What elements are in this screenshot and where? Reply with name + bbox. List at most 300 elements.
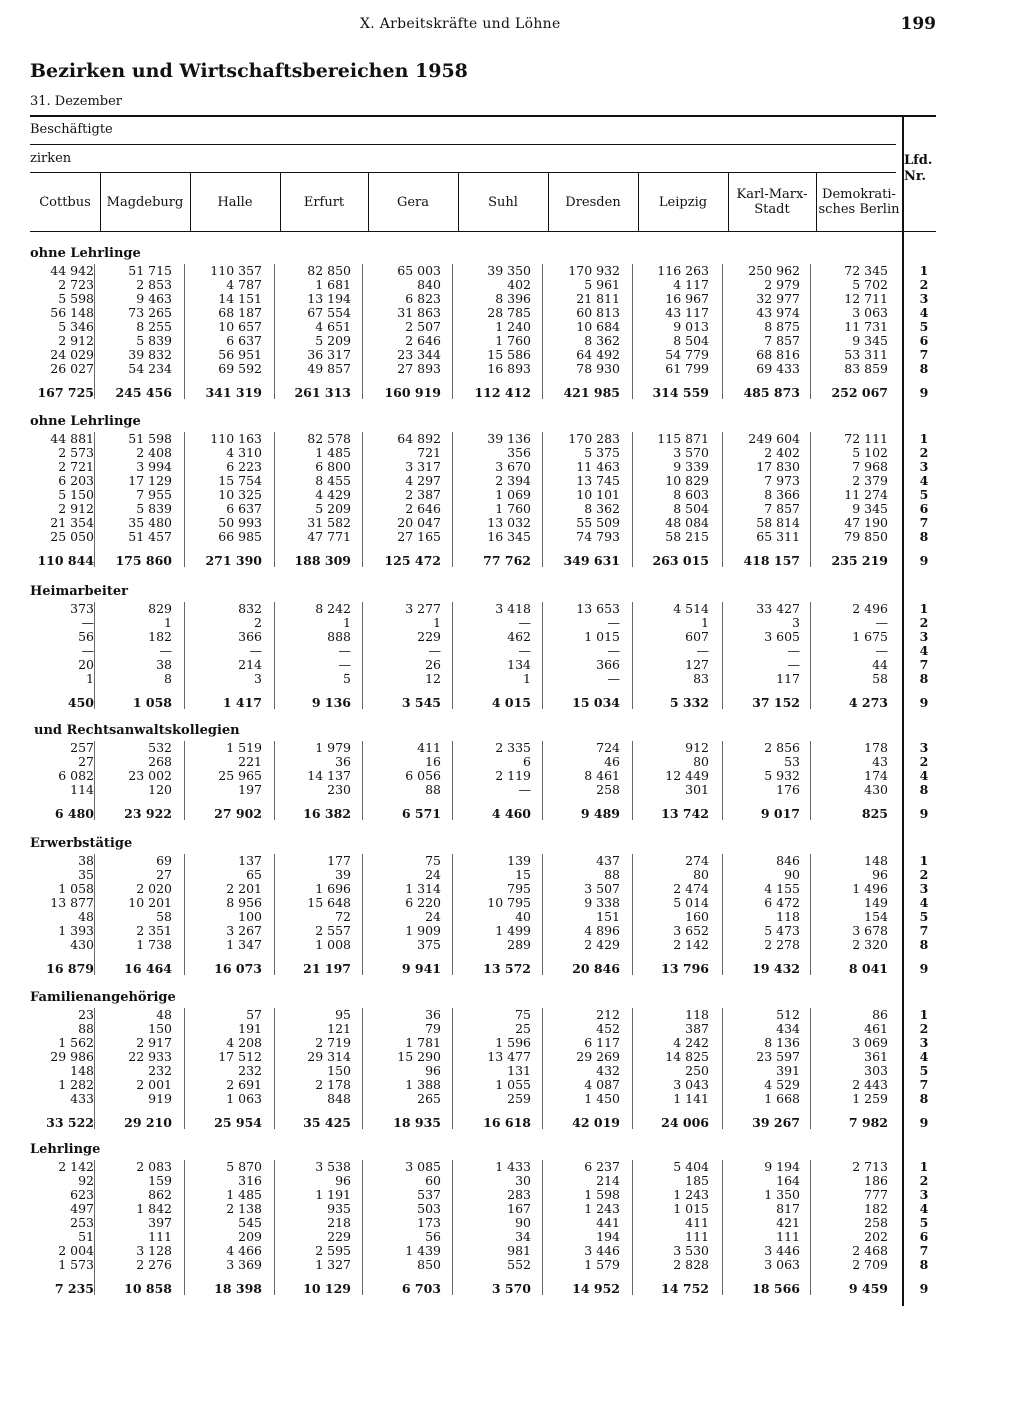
table-row bbox=[0, 501, 1024, 515]
table-cell: 35 425 bbox=[303, 1115, 351, 1130]
table-cell: 95 bbox=[335, 1007, 351, 1022]
table-cell: 1 055 bbox=[495, 1077, 531, 1092]
table-cell: 8 255 bbox=[136, 319, 172, 334]
table-cell: 26 027 bbox=[50, 361, 94, 376]
table-cell: — bbox=[787, 657, 800, 672]
table-cell: 27 893 bbox=[397, 361, 441, 376]
table-cell: 125 472 bbox=[384, 553, 441, 568]
table-cell: 1 573 bbox=[58, 1257, 94, 1272]
table-cell: 115 871 bbox=[657, 431, 709, 446]
table-cell: 1 485 bbox=[226, 1187, 262, 1202]
table-cell: 9 194 bbox=[764, 1159, 800, 1174]
table-cell: 8 603 bbox=[673, 487, 709, 502]
table-cell: — bbox=[607, 643, 620, 658]
column-rule bbox=[362, 432, 363, 567]
table-cell: 69 592 bbox=[218, 361, 262, 376]
table-cell: 316 bbox=[238, 1173, 262, 1188]
table-cell: 118 bbox=[776, 909, 800, 924]
table-cell: 65 311 bbox=[756, 529, 800, 544]
table-cell: 1 347 bbox=[226, 937, 262, 952]
table-cell: 27 bbox=[156, 867, 172, 882]
table-cell: 5 404 bbox=[673, 1159, 709, 1174]
table-cell: 1 675 bbox=[852, 629, 888, 644]
table-cell: 39 bbox=[335, 867, 351, 882]
table-cell: 832 bbox=[238, 601, 262, 616]
head-bottom-rule bbox=[30, 231, 936, 232]
group-rule bbox=[30, 144, 896, 145]
lfd-cell: 4 bbox=[919, 643, 929, 658]
table-cell: 4 273 bbox=[848, 695, 888, 710]
table-cell: 259 bbox=[507, 1091, 531, 1106]
table-row bbox=[0, 459, 1024, 473]
table-cell: 2 713 bbox=[852, 1159, 888, 1174]
table-row bbox=[0, 909, 1024, 923]
column-rule bbox=[94, 602, 95, 709]
table-cell: 2 276 bbox=[136, 1257, 172, 1272]
table-cell: 5 209 bbox=[315, 501, 351, 516]
table-cell: 829 bbox=[148, 601, 172, 616]
table-cell: 532 bbox=[148, 740, 172, 755]
table-cell: 197 bbox=[238, 782, 262, 797]
table-cell: 2 691 bbox=[226, 1077, 262, 1092]
table-row bbox=[0, 754, 1024, 768]
lfd-cell: 8 bbox=[919, 1257, 929, 1272]
table-cell: 111 bbox=[148, 1229, 172, 1244]
table-cell: 86 bbox=[872, 1007, 888, 1022]
table-cell: 2 001 bbox=[136, 1077, 172, 1092]
lfd-cell: 7 bbox=[919, 1243, 929, 1258]
table-cell: 229 bbox=[327, 1229, 351, 1244]
table-cell: 31 863 bbox=[397, 305, 441, 320]
table-cell: 173 bbox=[417, 1215, 441, 1230]
table-cell: 2 408 bbox=[136, 445, 172, 460]
table-cell: 5 839 bbox=[136, 501, 172, 516]
table-cell: 24 006 bbox=[661, 1115, 709, 1130]
table-cell: 1 496 bbox=[852, 881, 888, 896]
lfd-cell: 3 bbox=[919, 740, 929, 755]
table-cell: 80 bbox=[693, 867, 709, 882]
lfd-cell: 2 bbox=[919, 867, 929, 882]
table-row bbox=[0, 768, 1024, 782]
table-cell: 1 417 bbox=[222, 695, 262, 710]
table-cell: 253 bbox=[70, 1215, 94, 1230]
table-cell: 1 bbox=[343, 615, 351, 630]
table-cell: 349 631 bbox=[563, 553, 620, 568]
lfd-cell: 4 bbox=[919, 305, 929, 320]
section-title: Lehrlinge bbox=[30, 1142, 101, 1157]
table-cell: 25 050 bbox=[50, 529, 94, 544]
table-cell: 21 811 bbox=[576, 291, 620, 306]
table-row bbox=[0, 867, 1024, 881]
table-cell: 9 017 bbox=[760, 806, 800, 821]
table-cell: 3 545 bbox=[401, 695, 441, 710]
table-cell: 15 648 bbox=[307, 895, 351, 910]
table-cell: 16 618 bbox=[483, 1115, 531, 1130]
lfd-cell: 5 bbox=[919, 909, 929, 924]
table-cell: 2 429 bbox=[584, 937, 620, 952]
table-cell: 1 008 bbox=[315, 937, 351, 952]
table-cell: 31 582 bbox=[307, 515, 351, 530]
table-cell: 27 902 bbox=[214, 806, 262, 821]
table-cell: 47 771 bbox=[307, 529, 351, 544]
table-cell: 2 474 bbox=[673, 881, 709, 896]
table-cell: 159 bbox=[148, 1173, 172, 1188]
table-cell: 191 bbox=[238, 1021, 262, 1036]
table-cell: 56 951 bbox=[218, 347, 262, 362]
table-row bbox=[0, 529, 1024, 543]
table-cell: 88 bbox=[604, 867, 620, 882]
table-cell: 724 bbox=[596, 740, 620, 755]
table-cell: 53 bbox=[784, 754, 800, 769]
table-cell: 2 646 bbox=[405, 333, 441, 348]
table-cell: 7 955 bbox=[136, 487, 172, 502]
table-cell: 3 063 bbox=[852, 305, 888, 320]
table-cell: 265 bbox=[417, 1091, 441, 1106]
table-cell: 497 bbox=[70, 1201, 94, 1216]
table-cell: 268 bbox=[148, 754, 172, 769]
running-title: X. Arbeitskräfte und Löhne bbox=[360, 16, 561, 32]
lfd-cell: 1 bbox=[919, 853, 929, 868]
table-cell: 19 432 bbox=[752, 961, 800, 976]
table-cell: 23 597 bbox=[756, 1049, 800, 1064]
table-cell: 8 875 bbox=[764, 319, 800, 334]
column-rule bbox=[810, 432, 811, 567]
table-cell: 411 bbox=[417, 740, 441, 755]
table-cell: 14 825 bbox=[665, 1049, 709, 1064]
table-cell: 43 974 bbox=[756, 305, 800, 320]
table-row bbox=[0, 1091, 1024, 1105]
table-cell: 6 823 bbox=[405, 291, 441, 306]
table-cell: 13 572 bbox=[483, 961, 531, 976]
table-cell: 441 bbox=[596, 1215, 620, 1230]
table-cell: 418 157 bbox=[743, 553, 800, 568]
table-cell: 18 398 bbox=[214, 1281, 262, 1296]
table-cell: 6 703 bbox=[401, 1281, 441, 1296]
table-row bbox=[0, 1173, 1024, 1187]
top-rule bbox=[30, 115, 936, 117]
table-cell: 1 327 bbox=[315, 1257, 351, 1272]
table-cell: 23 bbox=[78, 1007, 94, 1022]
table-cell: 450 bbox=[67, 695, 94, 710]
table-cell: 503 bbox=[417, 1201, 441, 1216]
table-cell: 2 443 bbox=[852, 1077, 888, 1092]
table-cell: 5 209 bbox=[315, 333, 351, 348]
table-cell: 214 bbox=[596, 1173, 620, 1188]
column-rule bbox=[452, 264, 453, 399]
table-cell: 164 bbox=[776, 1173, 800, 1188]
table-cell: 7 857 bbox=[764, 333, 800, 348]
table-cell: 20 bbox=[78, 657, 94, 672]
table-cell: 25 954 bbox=[214, 1115, 262, 1130]
column-header-line: Magdeburg bbox=[106, 194, 184, 210]
table-cell: 2 856 bbox=[764, 740, 800, 755]
column-header-line: Leipzig bbox=[658, 194, 708, 210]
lfd-cell: 9 bbox=[919, 553, 929, 568]
table-cell: 10 829 bbox=[665, 473, 709, 488]
table-cell: 5 598 bbox=[58, 291, 94, 306]
table-cell: 2 912 bbox=[58, 333, 94, 348]
table-cell: 245 456 bbox=[115, 385, 172, 400]
table-cell: 2 595 bbox=[315, 1243, 351, 1258]
table-cell: 75 bbox=[425, 853, 441, 868]
table-row bbox=[0, 657, 1024, 671]
table-cell: 1 243 bbox=[584, 1201, 620, 1216]
table-row bbox=[0, 1049, 1024, 1063]
table-cell: 2 351 bbox=[136, 923, 172, 938]
page-number: 199 bbox=[900, 14, 936, 34]
column-rule bbox=[368, 173, 369, 231]
table-cell: 13 653 bbox=[576, 601, 620, 616]
table-cell: 1 bbox=[433, 615, 441, 630]
column-rule bbox=[810, 1008, 811, 1129]
table-cell: 5 375 bbox=[584, 445, 620, 460]
column-header-line: Karl-Marx- bbox=[736, 187, 808, 202]
column-rule bbox=[94, 1008, 95, 1129]
table-cell: 121 bbox=[327, 1021, 351, 1036]
table-cell: 4 117 bbox=[673, 277, 709, 292]
table-cell: 2 320 bbox=[852, 937, 888, 952]
column-rule bbox=[184, 602, 185, 709]
column-rule bbox=[548, 173, 549, 231]
column-rule bbox=[280, 173, 281, 231]
table-cell: 1 bbox=[86, 671, 94, 686]
table-total-row bbox=[0, 961, 1024, 975]
table-cell: 3 369 bbox=[226, 1257, 262, 1272]
table-total-row bbox=[0, 1115, 1024, 1129]
table-cell: 5 702 bbox=[852, 277, 888, 292]
table-cell: 39 267 bbox=[752, 1115, 800, 1130]
table-cell: 79 bbox=[425, 1021, 441, 1036]
table-cell: 170 932 bbox=[568, 263, 620, 278]
lfd-cell: 1 bbox=[919, 263, 929, 278]
table-cell: 7 968 bbox=[852, 459, 888, 474]
table-cell: 5 102 bbox=[852, 445, 888, 460]
table-cell: 283 bbox=[507, 1187, 531, 1202]
table-cell: 229 bbox=[417, 629, 441, 644]
lfd-cell: 5 bbox=[919, 487, 929, 502]
table-cell: 27 165 bbox=[397, 529, 441, 544]
lfd-cell: 3 bbox=[919, 1187, 929, 1202]
table-cell: 13 745 bbox=[576, 473, 620, 488]
table-cell: 4 242 bbox=[673, 1035, 709, 1050]
table-cell: 2 083 bbox=[136, 1159, 172, 1174]
table-cell: 3 267 bbox=[226, 923, 262, 938]
column-header bbox=[458, 195, 548, 210]
table-cell: 75 bbox=[515, 1007, 531, 1022]
table-cell: 512 bbox=[776, 1007, 800, 1022]
table-cell: 42 019 bbox=[572, 1115, 620, 1130]
table-cell: 10 101 bbox=[576, 487, 620, 502]
table-cell: 452 bbox=[596, 1021, 620, 1036]
table-cell: 24 bbox=[425, 867, 441, 882]
table-cell: 366 bbox=[596, 657, 620, 672]
table-cell: 5 346 bbox=[58, 319, 94, 334]
table-cell: 12 bbox=[425, 671, 441, 686]
table-cell: 33 522 bbox=[46, 1115, 94, 1130]
table-cell: 1 979 bbox=[315, 740, 351, 755]
table-cell: 18 566 bbox=[752, 1281, 800, 1296]
column-rule bbox=[184, 1008, 185, 1129]
table-cell: 4 651 bbox=[315, 319, 351, 334]
table-cell: 3 530 bbox=[673, 1243, 709, 1258]
table-row bbox=[0, 937, 1024, 951]
lfd-cell: 9 bbox=[919, 695, 929, 710]
table-cell: 29 986 bbox=[50, 1049, 94, 1064]
table-row bbox=[0, 333, 1024, 347]
table-cell: 795 bbox=[507, 881, 531, 896]
table-cell: 919 bbox=[148, 1091, 172, 1106]
table-cell: 12 449 bbox=[665, 768, 709, 783]
table-cell: 39 350 bbox=[487, 263, 531, 278]
table-cell: 341 319 bbox=[205, 385, 262, 400]
table-cell: 250 962 bbox=[748, 263, 800, 278]
table-cell: 8 362 bbox=[584, 501, 620, 516]
column-rule bbox=[362, 1160, 363, 1295]
lfd-cell: 2 bbox=[919, 754, 929, 769]
table-cell: 23 344 bbox=[397, 347, 441, 362]
table-cell: 51 598 bbox=[128, 431, 172, 446]
table-cell: 96 bbox=[872, 867, 888, 882]
table-cell: 14 137 bbox=[307, 768, 351, 783]
table-cell: 212 bbox=[596, 1007, 620, 1022]
table-cell: — bbox=[428, 643, 441, 658]
table-cell: 2 278 bbox=[764, 937, 800, 952]
lfd-cell: 8 bbox=[919, 1091, 929, 1106]
table-cell: 202 bbox=[864, 1229, 888, 1244]
table-row bbox=[0, 1257, 1024, 1271]
table-cell: 58 215 bbox=[665, 529, 709, 544]
column-rule bbox=[810, 1160, 811, 1295]
column-header-line: Gera bbox=[396, 194, 430, 210]
table-cell: 434 bbox=[776, 1021, 800, 1036]
table-cell: 249 604 bbox=[748, 431, 800, 446]
table-cell: 15 586 bbox=[487, 347, 531, 362]
table-cell: 1 393 bbox=[58, 923, 94, 938]
table-cell: 10 657 bbox=[218, 319, 262, 334]
table-cell: 7 857 bbox=[764, 501, 800, 516]
column-rule bbox=[100, 173, 101, 231]
table-row bbox=[0, 629, 1024, 643]
table-cell: 6 637 bbox=[226, 501, 262, 516]
table-cell: 39 136 bbox=[487, 431, 531, 446]
table-row bbox=[0, 923, 1024, 937]
column-rule bbox=[94, 1160, 95, 1295]
table-cell: 25 965 bbox=[218, 768, 262, 783]
table-cell: 402 bbox=[507, 277, 531, 292]
table-cell: 5 150 bbox=[58, 487, 94, 502]
column-rule bbox=[722, 432, 723, 567]
table-cell: 356 bbox=[507, 445, 531, 460]
table-cell: 49 857 bbox=[307, 361, 351, 376]
table-cell: 1 596 bbox=[495, 1035, 531, 1050]
table-cell: 15 bbox=[515, 867, 531, 882]
table-cell: 29 314 bbox=[307, 1049, 351, 1064]
table-cell: 72 111 bbox=[844, 431, 888, 446]
table-cell: 9 489 bbox=[580, 806, 620, 821]
column-header bbox=[368, 195, 458, 210]
table-cell: 18 935 bbox=[393, 1115, 441, 1130]
table-row bbox=[0, 263, 1024, 277]
column-rule bbox=[632, 432, 633, 567]
table-cell: 14 752 bbox=[661, 1281, 709, 1296]
table-cell: 139 bbox=[507, 853, 531, 868]
column-rule bbox=[184, 854, 185, 975]
table-cell: 4 466 bbox=[226, 1243, 262, 1258]
table-cell: 56 bbox=[425, 1229, 441, 1244]
table-cell: 80 bbox=[693, 754, 709, 769]
table-cell: 44 bbox=[872, 657, 888, 672]
table-cell: 160 bbox=[685, 909, 709, 924]
table-cell: 1 738 bbox=[136, 937, 172, 952]
table-cell: 13 477 bbox=[487, 1049, 531, 1064]
table-cell: 3 446 bbox=[584, 1243, 620, 1258]
table-row bbox=[0, 361, 1024, 375]
column-rule bbox=[274, 741, 275, 820]
table-cell: 4 896 bbox=[584, 923, 620, 938]
table-cell: 78 930 bbox=[576, 361, 620, 376]
table-cell: 2 335 bbox=[495, 740, 531, 755]
table-cell: 4 787 bbox=[226, 277, 262, 292]
column-rule bbox=[274, 432, 275, 567]
lfd-cell: 8 bbox=[919, 782, 929, 797]
table-cell: 1 058 bbox=[58, 881, 94, 896]
table-cell: 6 472 bbox=[764, 895, 800, 910]
table-cell: 257 bbox=[70, 740, 94, 755]
table-cell: 170 283 bbox=[568, 431, 620, 446]
table-cell: 176 bbox=[776, 782, 800, 797]
table-cell: 3 570 bbox=[491, 1281, 531, 1296]
table-cell: 6 056 bbox=[405, 768, 441, 783]
table-cell: 1 781 bbox=[405, 1035, 441, 1050]
table-cell: 6 571 bbox=[401, 806, 441, 821]
table-row bbox=[0, 1229, 1024, 1243]
table-cell: 2 709 bbox=[852, 1257, 888, 1272]
column-rule bbox=[632, 1160, 633, 1295]
table-row bbox=[0, 1159, 1024, 1173]
table-cell: 777 bbox=[864, 1187, 888, 1202]
column-rule bbox=[722, 854, 723, 975]
table-row bbox=[0, 853, 1024, 867]
table-cell: 26 bbox=[425, 657, 441, 672]
table-cell: 912 bbox=[685, 740, 709, 755]
table-row bbox=[0, 601, 1024, 615]
table-cell: 1 191 bbox=[315, 1187, 351, 1202]
column-rule bbox=[452, 602, 453, 709]
table-cell: 6 bbox=[523, 754, 531, 769]
table-cell: 67 554 bbox=[307, 305, 351, 320]
table-cell: 4 208 bbox=[226, 1035, 262, 1050]
table-cell: 1 240 bbox=[495, 319, 531, 334]
table-cell: 23 002 bbox=[128, 768, 172, 783]
table-cell: 116 263 bbox=[657, 263, 709, 278]
table-cell: 46 bbox=[604, 754, 620, 769]
column-rule bbox=[94, 741, 95, 820]
table-cell: 433 bbox=[70, 1091, 94, 1106]
column-rule bbox=[452, 854, 453, 975]
table-cell: 2 119 bbox=[495, 768, 531, 783]
table-cell: 22 933 bbox=[128, 1049, 172, 1064]
table-cell: 1 450 bbox=[584, 1091, 620, 1106]
table-cell: 58 bbox=[156, 909, 172, 924]
table-cell: 74 793 bbox=[576, 529, 620, 544]
table-cell: 5 870 bbox=[226, 1159, 262, 1174]
column-rule bbox=[452, 1008, 453, 1129]
table-cell: 167 bbox=[507, 1201, 531, 1216]
column-rule bbox=[810, 602, 811, 709]
page-title: Bezirken und Wirtschaftsbereichen 1958 bbox=[30, 60, 468, 82]
table-cell: 935 bbox=[327, 1201, 351, 1216]
column-rule bbox=[274, 1008, 275, 1129]
